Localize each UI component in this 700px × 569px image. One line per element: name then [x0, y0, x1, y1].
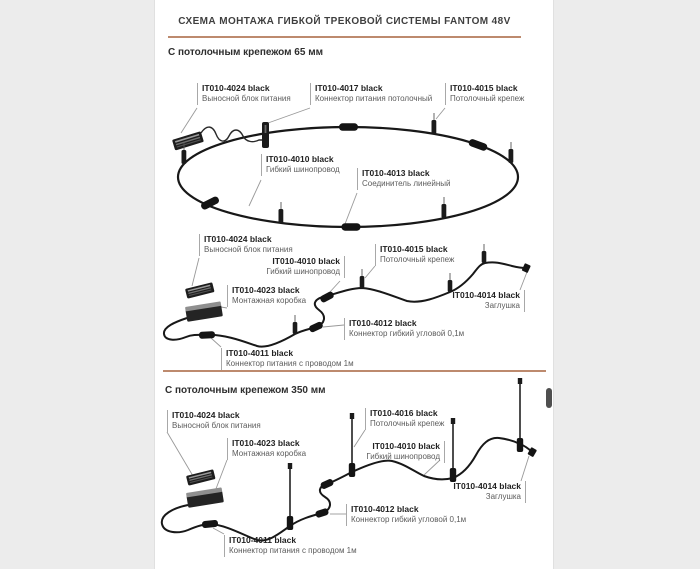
- section-heading-350mm: С потолочным крепежом 350 мм: [165, 385, 326, 396]
- power-supply-unit: [172, 131, 204, 150]
- part-label-4010: IT010-4010 black Гибкий шинопровод: [240, 256, 345, 278]
- part-label-4015: IT010-4015 black Потолочный крепеж: [375, 244, 454, 266]
- mounting-box-bottom: [186, 487, 224, 507]
- part-label-4012: IT010-4012 black Коннектор гибкий угловой 0,1м: [346, 504, 466, 526]
- section-heading-65mm: С потолочным крепежом 65 мм: [168, 47, 323, 58]
- part-label-4011: IT010-4011 black Коннектор питания с проводом 1м: [221, 348, 354, 370]
- ceiling-power-connector: [262, 122, 269, 148]
- ring-diagram: [172, 108, 518, 231]
- part-label-4023: IT010-4023 black Монтажная коробка: [227, 285, 306, 307]
- part-label-4012: IT010-4012 black Коннектор гибкий угловой 0,1м: [344, 318, 464, 340]
- part-label-4015: IT010-4015 black Потолочный крепеж: [445, 83, 524, 105]
- flexible-track-ring: [178, 127, 518, 227]
- page-title: СХЕМА МОНТАЖА ГИБКОЙ ТРЕКОВОЙ СИСТЕМЫ FANTOM 48V: [178, 16, 511, 27]
- part-label-4016: IT010-4016 black Потолочный крепеж: [365, 408, 444, 430]
- part-label-4010: IT010-4010 black Гибкий шинопровод: [261, 154, 340, 176]
- part-label-4023: IT010-4023 black Монтажная коробка: [227, 438, 306, 460]
- document-page: [155, 0, 553, 569]
- part-label-4014: IT010-4014 black Заглушка: [420, 481, 526, 503]
- mounting-box-mid: [185, 301, 223, 321]
- power-supply-unit-mid: [185, 282, 215, 298]
- part-label-4011: IT010-4011 black Коннектор питания с проводом 1м: [224, 535, 357, 557]
- part-label-4010: IT010-4010 black Гибкий шинопровод: [340, 441, 445, 463]
- part-label-4014: IT010-4014 black Заглушка: [419, 290, 525, 312]
- scrollbar-thumb[interactable]: [546, 388, 552, 408]
- part-label-4024: IT010-4024 black Выносной блок питания: [199, 234, 293, 256]
- part-label-4017: IT010-4017 black Коннектор питания потолочный: [310, 83, 432, 105]
- part-label-4013: IT010-4013 black Соединитель линейный: [357, 168, 450, 190]
- part-label-4024: IT010-4024 black Выносной блок питания: [197, 83, 291, 105]
- part-label-4024: IT010-4024 black Выносной блок питания: [167, 410, 261, 432]
- end-cap-mid: [522, 263, 531, 273]
